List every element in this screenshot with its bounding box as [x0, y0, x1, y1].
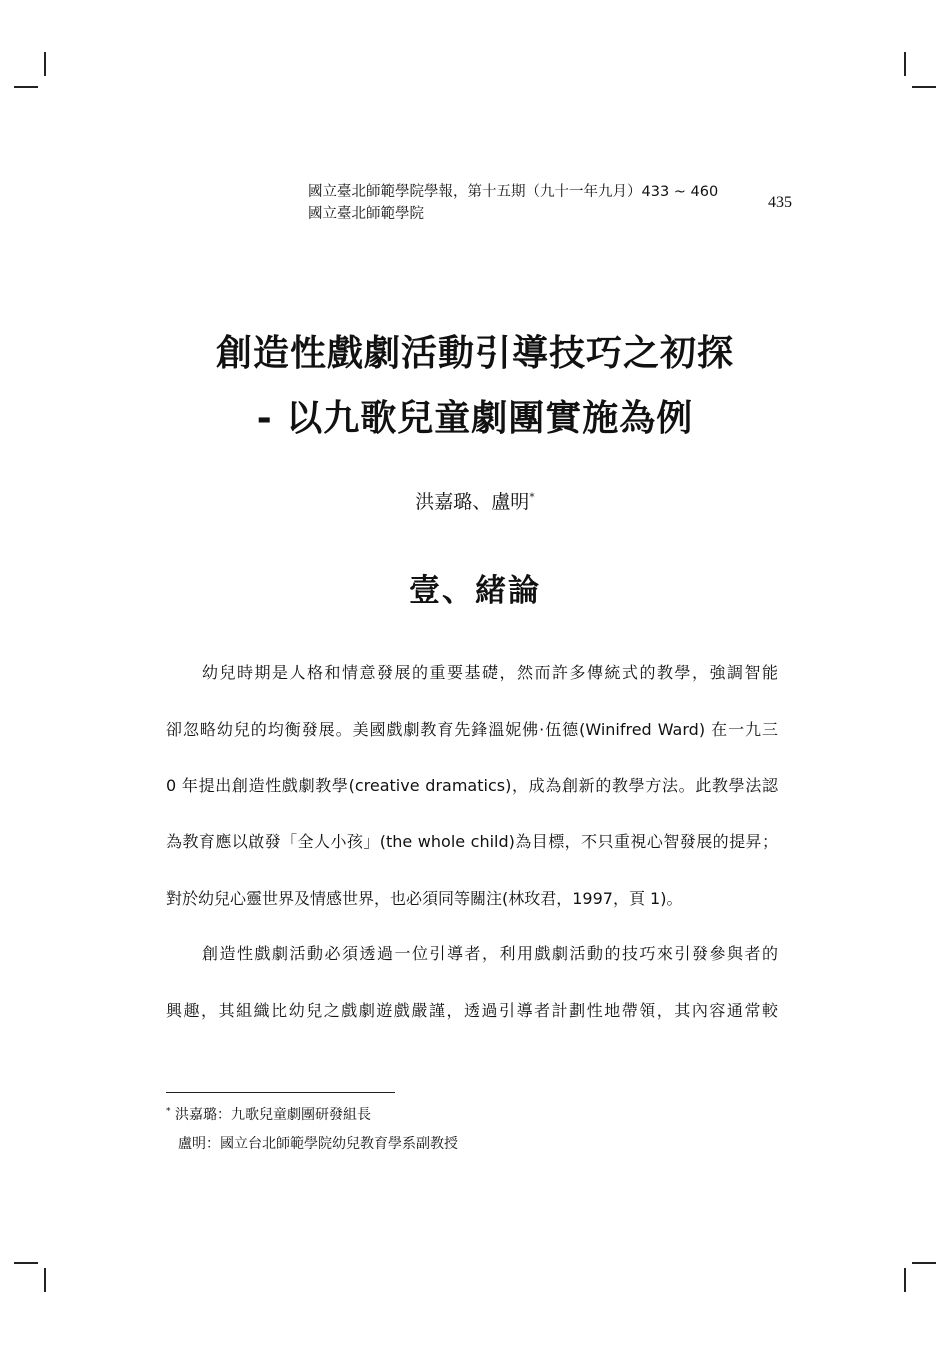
- footnote-marker: *: [166, 1106, 171, 1117]
- crop-mark-top-left-horizontal: [14, 86, 38, 88]
- crop-mark-bottom-right-horizontal: [912, 1262, 936, 1264]
- body-line: 創造性戲劇活動必須透過一位引導者，利用戲劇活動的技巧來引發參與者的: [202, 944, 778, 963]
- crop-mark-top-right-horizontal: [912, 86, 936, 88]
- author-line: [0, 487, 950, 514]
- crop-mark-bottom-left-vertical: [44, 1268, 46, 1292]
- running-header: [308, 181, 748, 225]
- paper-title: 創造性戲劇活動引導技巧之初探: [215, 333, 734, 374]
- body-line: 卻忽略幼兒的均衡發展。美國戲劇教育先鋒溫妮佛·伍德(Winifred Ward) 在一九三: [166, 720, 778, 739]
- footnote-author-2: 盧明：國立台北師範學院幼兒教育學系副教授: [178, 1136, 458, 1152]
- crop-mark-top-right-vertical: [904, 52, 906, 76]
- body-line: 對於幼兒心靈世界及情感世界，也必須同等關注(林玫君，1997，頁 1)。: [166, 889, 683, 908]
- author-names: 洪嘉璐、盧明: [415, 491, 530, 513]
- author-footnote-marker: *: [529, 490, 535, 504]
- body-line: 幼兒時期是人格和情意發展的重要基礎，然而許多傳統式的教學，強調智能: [202, 663, 778, 682]
- crop-mark-bottom-right-vertical: [904, 1268, 906, 1292]
- footnote-line: [166, 1104, 371, 1124]
- crop-mark-bottom-left-horizontal: [14, 1262, 38, 1264]
- section-heading: 壹、緒論: [409, 573, 541, 609]
- paper-subtitle: - 以九歌兒童劇團實施為例: [256, 398, 694, 439]
- journal-citation: 國立臺北師範學院學報，第十五期（九十一年九月）433 ~ 460: [308, 184, 719, 200]
- body-line: 0 年提出創造性戲劇教學(creative dramatics)，成為創新的教學方法。此教學法認: [166, 776, 778, 795]
- crop-mark-top-left-vertical: [44, 52, 46, 76]
- footnote-author-1: 洪嘉璐：九歌兒童劇團研發組長: [174, 1107, 371, 1123]
- institution-name: 國立臺北師範學院: [308, 206, 424, 222]
- page-number: 435: [768, 194, 792, 211]
- footnote-divider: [166, 1092, 395, 1093]
- body-line: 為教育應以啟發「全人小孩」(the whole child)為目標，不只重視心智發展的提昇；: [166, 832, 778, 851]
- body-line: 興趣，其組織比幼兒之戲劇遊戲嚴謹，透過引導者計劃性地帶領，其內容通常較: [166, 1001, 778, 1020]
